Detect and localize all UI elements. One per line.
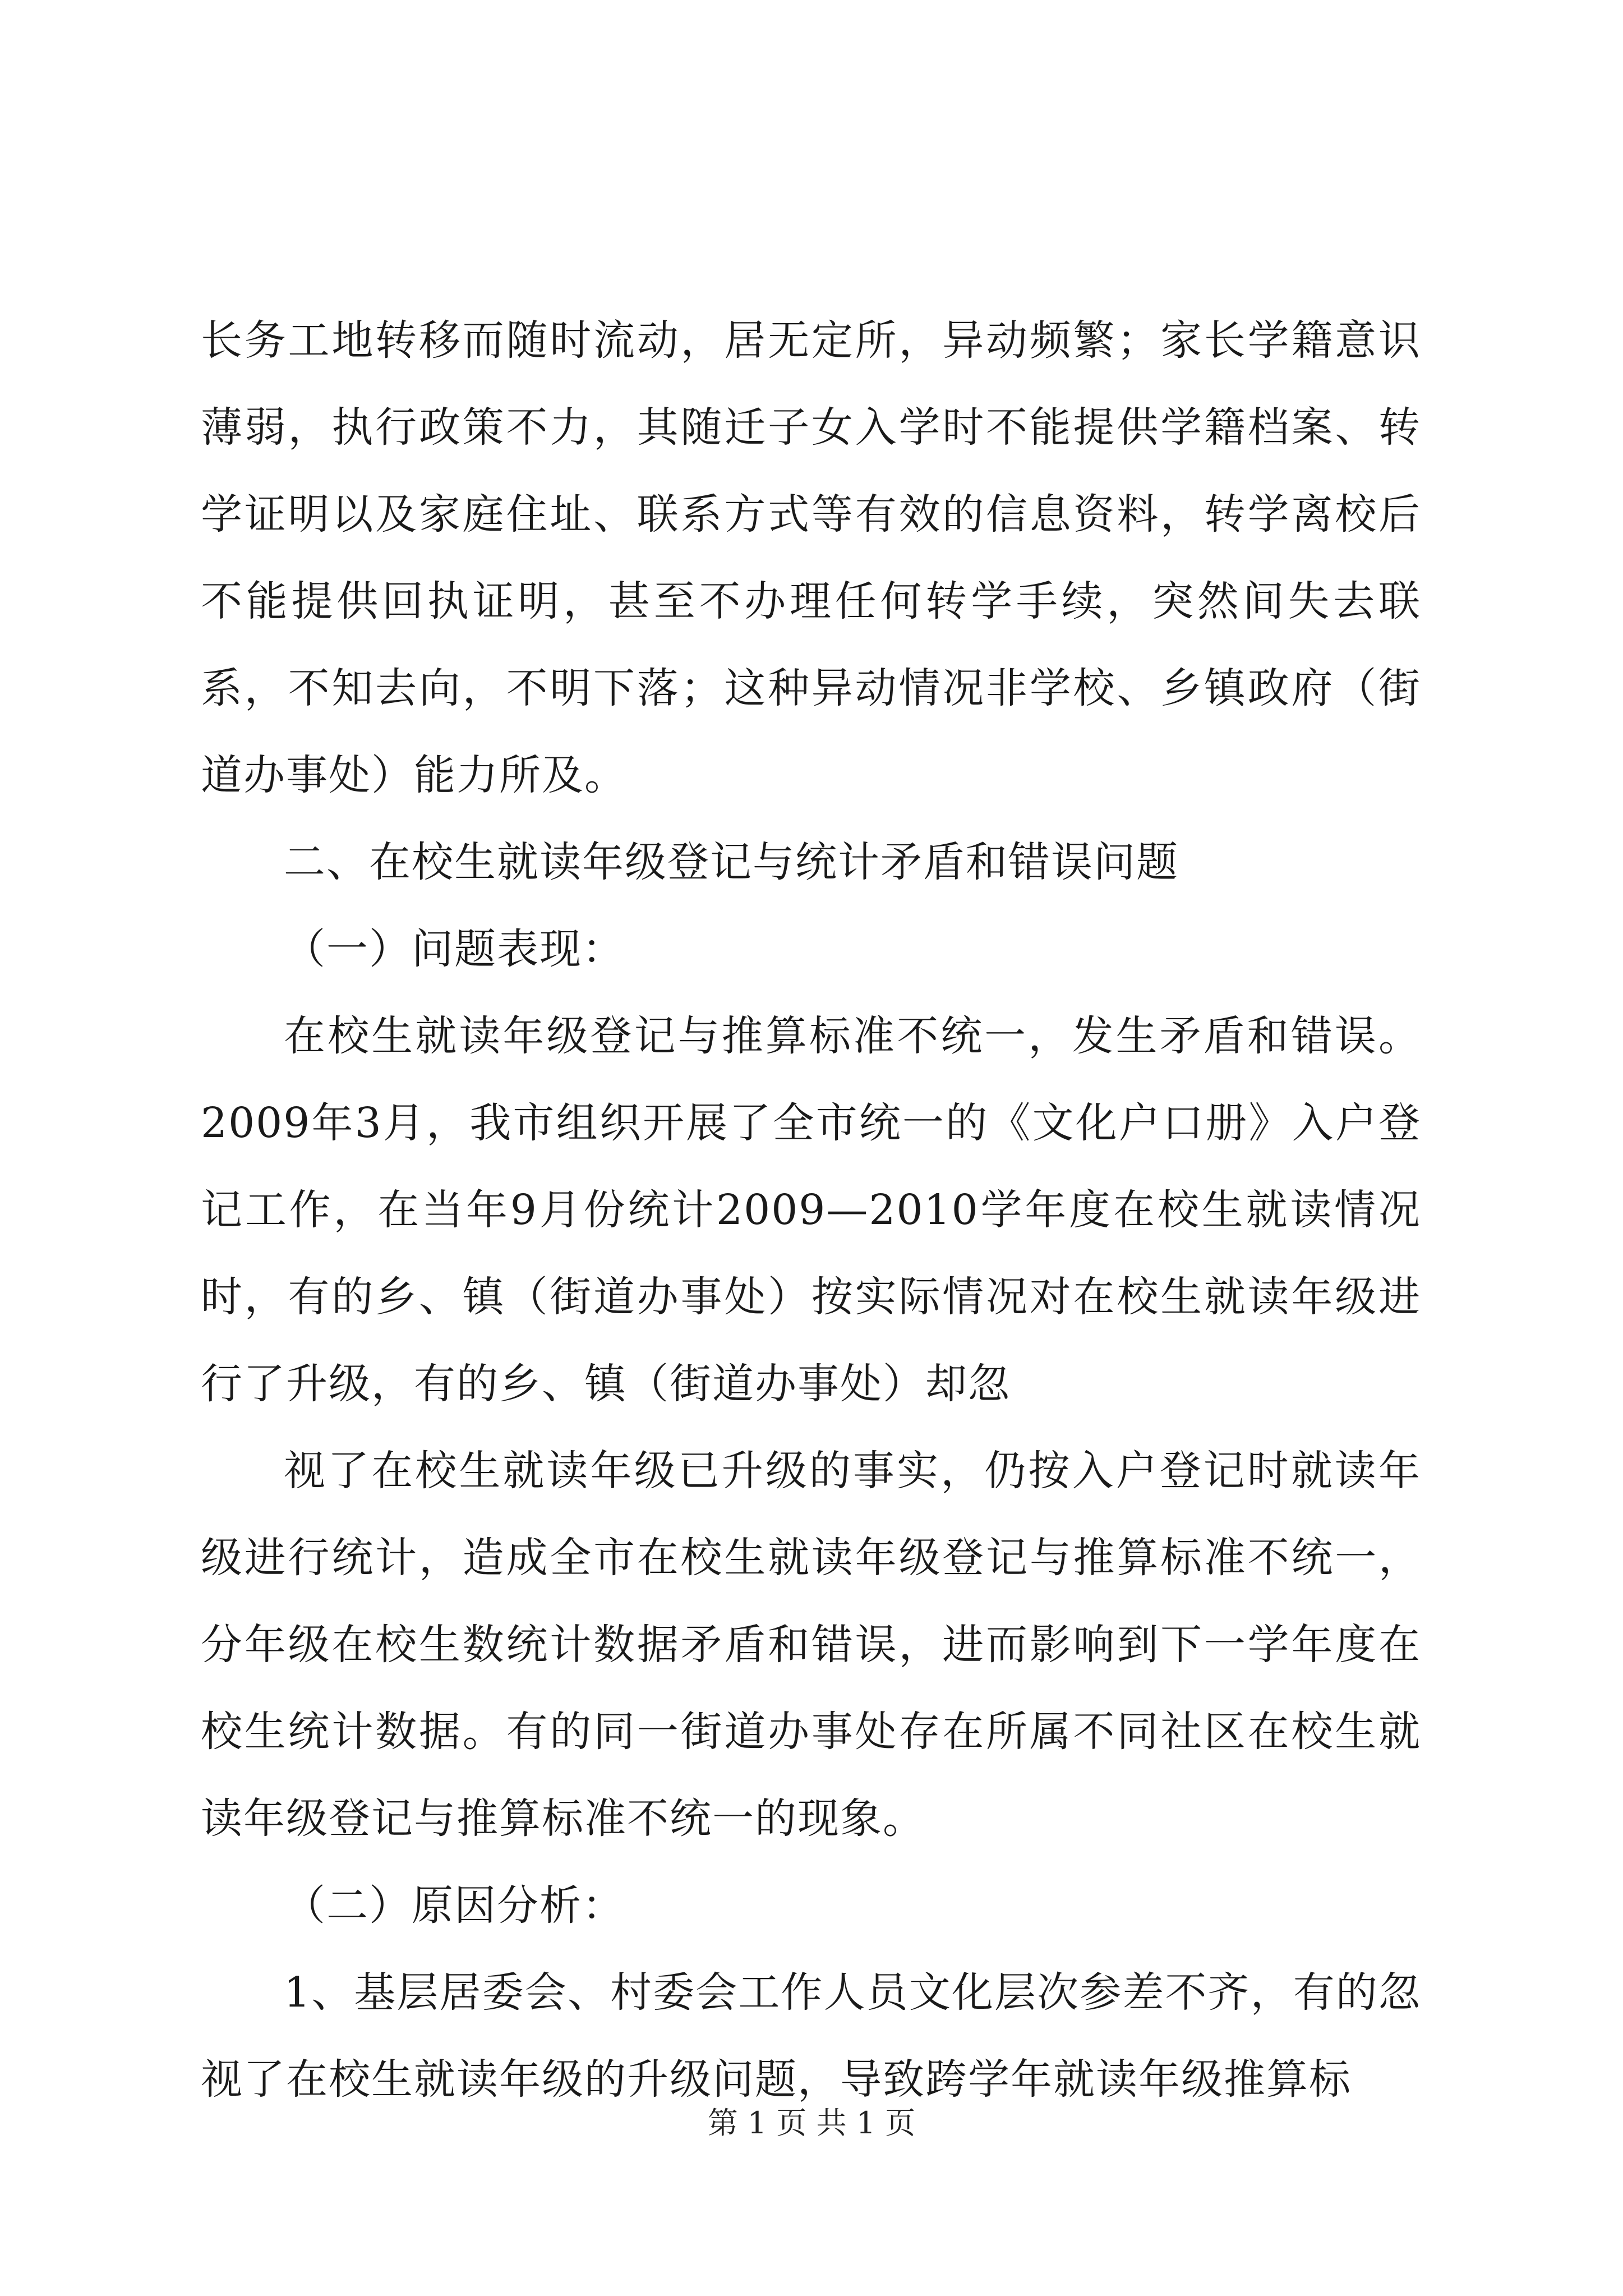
paragraph-cause-1: 1、基层居委会、村委会工作人员文化层次参差不齐，有的忽视了在校生就读年级的升级问题，导致跨学年就读年级推算标	[201, 1968, 1421, 2104]
paragraph-problem-continuation: 视了在校生就读年级已升级的事实，仍按入户登记时就读年级进行统计，造成全市在校生就读年级登记与推算标准不统一，分年级在校生数统计数据矛盾和错误，进而影响到下一学年度在校生统计数据。有的同一街道办事处存在所属不同社区在校生就读年级登记与推算标准不统一的现象。	[201, 1447, 1421, 1843]
page-footer: 第 1 页 共 1 页	[707, 2105, 916, 2141]
subsection-heading-problem: （一）问题表现：	[284, 925, 625, 973]
paragraph-problem-description: 在校生就读年级登记与推算标准不统一，发生矛盾和错误。2009年3月，我市组织开展了全市统一的《文化户口册》入户登记工作，在当年9月份统计2009—2010学年度在校生就读情况时，有的乡、镇（街道办事处）按实际情况对在校生就读年级进行了升级，有的乡、镇（街道办事处）却忽	[201, 1012, 1421, 1408]
section-heading: 二、在校生就读年级登记与统计矛盾和错误问题	[284, 838, 1179, 886]
subsection-heading-cause: （二）原因分析：	[284, 1881, 625, 1930]
paragraph-continuation: 长务工地转移而随时流动，居无定所，异动频繁；家长学籍意识薄弱，执行政策不力，其随迁子女入学时不能提供学籍档案、转学证明以及家庭住址、联系方式等有效的信息资料，转学离校后不能提供回执证明，甚至不办理任何转学手续，突然间失去联系，不知去向，不明下落；这种异动情况非学校、乡镇政府（街道办事处）能力所及。	[201, 316, 1421, 799]
document-body	[201, 297, 1421, 2123]
